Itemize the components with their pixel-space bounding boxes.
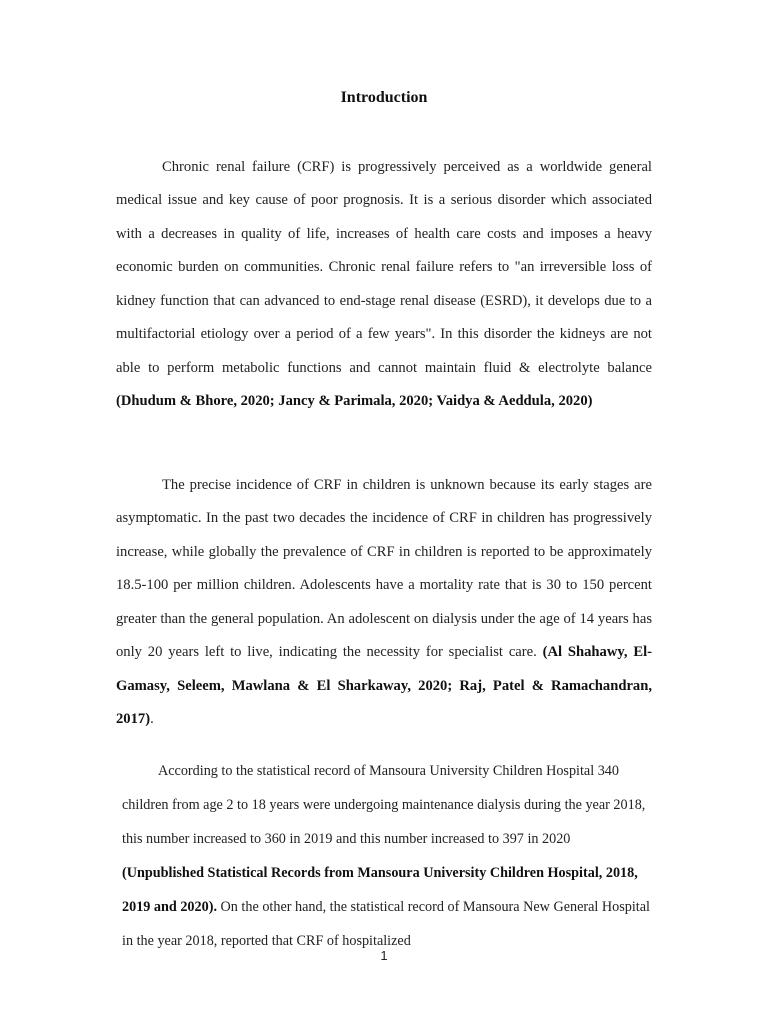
paragraph-text: The precise incidence of CRF in children is unknown because its early stages are asymptomatic. In the past two decades the incidence of CRF in children has progressively increase, while globally the prevalence of CRF in children is reported to be approximately 18.5-100 per million children. Adolescents have a mortality rate that is 30 to 150 percent greater than the general population. An adolescent on dialysis under the age of 14 years has only 20 years left to live, indicating the necessity for specialist care.: [116, 476, 652, 661]
paragraph-text: Chronic renal failure (CRF) is progressively perceived as a worldwide general medical issue and key cause of poor prognosis. It is a serious disorder which associated with a decreases in quality of life, increases of health care costs and imposes a heavy economic burden on communities. Chronic renal failure refers to "an irreversible loss of kidney function that can advanced to end-stage renal disease (ESRD), it develops due to a multifactorial etiology over a period of a few years". In this disorder the kidneys are not able to perform metabolic functions and cannot maintain fluid & electrolyte balance: [116, 158, 652, 376]
paragraph-crf-children-incidence: [116, 469, 652, 737]
citation: (Unpublished Statistical Records from Mansoura University Children Hospital, 2018, 2019 and 2020).: [122, 865, 638, 916]
citation: (Dhudum & Bhore, 2020; Jancy & Parimala, 2020; Vaidya & Aeddula, 2020): [116, 393, 593, 410]
citation: (Al Shahawy, El-Gamasy, Seleem, Mawlana & El Sharkaway, 2020; Raj, Patel & Ramachandran, 2017): [116, 644, 652, 728]
paragraph-hospital-statistics: [122, 754, 652, 958]
paragraph-tail: .: [150, 711, 154, 728]
paragraph-crf-overview: [116, 151, 652, 419]
page-number: 1: [380, 948, 388, 963]
paragraph-tail: On the other hand, the statistical record of Mansoura New General Hospital in the year 2018, reported that CRF of hospitalized: [122, 899, 650, 950]
page-title: Introduction: [340, 89, 428, 106]
paragraph-text: According to the statistical record of Mansoura University Children Hospital 340 children from age 2 to 18 years were undergoing maintenance dialysis during the year 2018, this number increased to 360 in 2019 and this number increased to 397 in 2020: [122, 763, 646, 848]
